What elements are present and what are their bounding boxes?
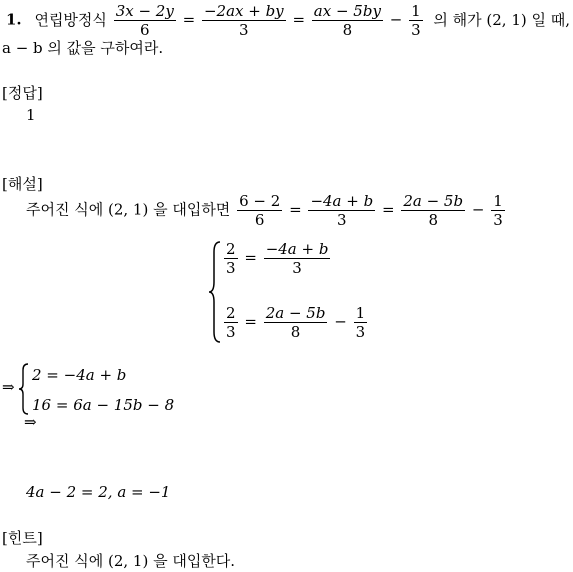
- hint-heading: [힌트]: [2, 529, 43, 547]
- equals-sign: =: [182, 10, 196, 29]
- fraction-numerator: 2: [226, 304, 236, 322]
- system-equation-1: [222, 240, 332, 277]
- equals-sign: =: [292, 10, 306, 29]
- equation-fraction-3: [312, 2, 383, 39]
- equals-sign: =: [381, 200, 395, 219]
- hint-text: 주어진 식에 (2, 1) 을 대입한다.: [26, 552, 236, 570]
- fraction-numerator: ax − 5by: [313, 2, 381, 20]
- fraction-denominator: 3: [411, 21, 421, 39]
- equals-sign: =: [244, 248, 257, 267]
- fraction-denominator: 8: [428, 211, 438, 229]
- fraction-denominator: 3: [355, 323, 366, 341]
- solution-fraction-1: [237, 192, 282, 229]
- left-brace-icon: [208, 240, 222, 344]
- problem-after-text: 의 해가 (2, 1) 일 때,: [433, 10, 571, 29]
- fraction-numerator: −4a + b: [265, 240, 329, 258]
- fraction-numerator: 2: [226, 240, 236, 258]
- system-line-2: 16 = 6a − 15b − 8: [32, 396, 175, 414]
- fraction-denominator: 6: [139, 21, 150, 39]
- fraction-denominator: 3: [226, 259, 236, 277]
- system-equation-2: [222, 304, 369, 341]
- solution-result: 4a − 2 = 2, a = −1: [26, 483, 171, 501]
- fraction-numerator: 6 − 2: [239, 192, 281, 210]
- system-fraction: [224, 240, 238, 277]
- fraction-numerator: 1: [355, 304, 366, 322]
- minus-sign: −: [471, 200, 485, 219]
- fraction-numerator: 1: [411, 2, 421, 20]
- problem-line-2: a − b 의 값을 구하여라.: [2, 39, 164, 57]
- equation-fraction-2: [202, 2, 286, 39]
- minus-sign: −: [334, 312, 347, 331]
- problem-line-1: [6, 2, 570, 39]
- fraction-denominator: 8: [342, 21, 353, 39]
- minus-sign: −: [389, 10, 403, 29]
- system-fraction: [264, 240, 331, 277]
- answer-heading: [정답]: [2, 84, 43, 102]
- system-fraction: [354, 304, 368, 341]
- solution-substitution-line: [26, 192, 507, 229]
- equation-fraction-4: [409, 2, 423, 39]
- solution-fraction-3: [401, 192, 465, 229]
- implies-arrow-icon: ⇒: [24, 413, 37, 431]
- system-fraction: [224, 304, 238, 341]
- implies-arrow-icon: ⇒: [2, 378, 15, 396]
- fraction-numerator: −4a + b: [310, 192, 374, 210]
- fraction-denominator: 3: [226, 323, 236, 341]
- equals-sign: =: [244, 312, 257, 331]
- fraction-denominator: 3: [239, 21, 249, 39]
- answer-value: 1: [26, 106, 36, 124]
- system-line-1: 2 = −4a + b: [32, 366, 127, 384]
- fraction-numerator: 2a − 5b: [265, 304, 326, 322]
- fraction-numerator: 1: [493, 192, 503, 210]
- fraction-denominator: 3: [292, 259, 302, 277]
- equals-sign: =: [289, 200, 302, 219]
- problem-number: 1.: [6, 10, 22, 29]
- solution-intro-text: 주어진 식에 (2, 1) 을 대입하면: [26, 200, 231, 219]
- fraction-numerator: 2a − 5b: [403, 192, 464, 210]
- fraction-denominator: 3: [337, 211, 347, 229]
- left-brace-icon: [18, 362, 30, 416]
- problem-intro-text: 연립방정식: [34, 10, 107, 29]
- fraction-denominator: 8: [290, 323, 301, 341]
- fraction-denominator: 3: [493, 211, 503, 229]
- solution-fraction-2: [308, 192, 375, 229]
- fraction-denominator: 6: [254, 211, 265, 229]
- solution-fraction-4: [491, 192, 505, 229]
- system-fraction: [264, 304, 328, 341]
- fraction-numerator: −2ax + by: [203, 2, 284, 20]
- solution-heading: [해설]: [2, 175, 43, 193]
- equation-fraction-1: [114, 2, 176, 39]
- fraction-numerator: 3x − 2y: [115, 2, 174, 20]
